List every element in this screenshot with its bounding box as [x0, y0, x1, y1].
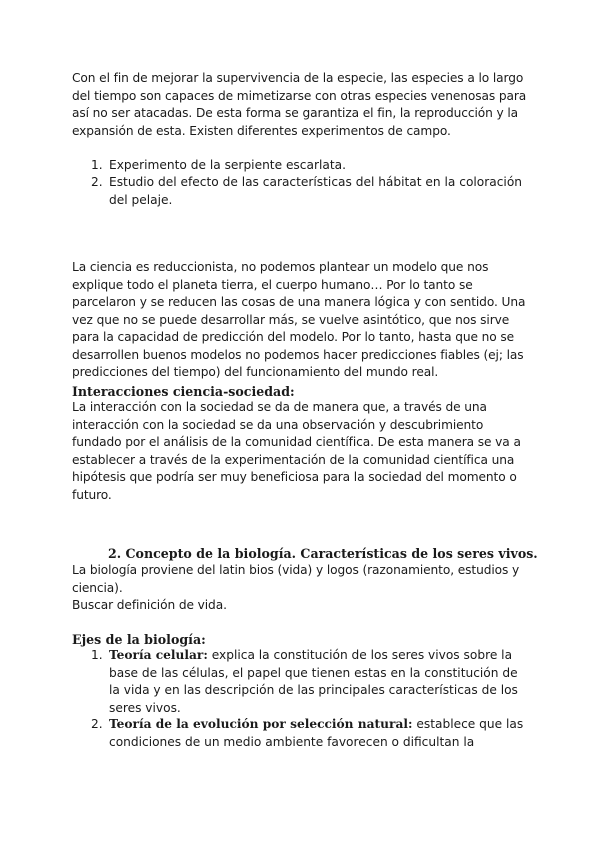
list-text: Estudio del efecto de las características del hábitat en la coloración del pelaje.	[109, 175, 522, 207]
list-text	[109, 647, 531, 717]
paragraph-reduccionismo: La ciencia es reduccionista, no podemos plantear un modelo que nos explique todo el planeta tierra, el cuerpo humano… Por lo tanto se parcelaron y se reducen las cosas de una manera lógica y con sentido. Una vez que no se puede desarrollar más, se vuelve asintótico, que nos sirve para la capacidad de predicción del modelo. Por lo tanto, hasta que no se desarrollen buenos modelos no podemos hacer predicciones fiables (ej; las predicciones del tiempo) del funcionamiento del mundo real.	[72, 260, 526, 379]
list-text: Experimento de la serpiente escarlata.	[109, 158, 346, 172]
list-text	[109, 716, 531, 751]
list-item	[91, 174, 531, 209]
paragraph-mimetismo: Con el fin de mejorar la supervivencia de la especie, las especies a lo largo del tiempo son capaces de mimetizarse con otras especies venenosas para así no ser atacadas. De esta forma se garantiza el fin, la reproducción y la expansión de esta. Existen diferentes experimentos de campo.	[72, 71, 527, 138]
term-description: explica la constitución de los seres vivos sobre la base de las células, el papel que tienen estas en la constitución de la vida y en las descripción de las principales características de los seres vivos.	[109, 648, 518, 715]
list-item	[91, 647, 531, 717]
paragraph-interacciones: La interacción con la sociedad se da de manera que, a través de una interacción con la sociedad se da una observación y descubrimiento fundado por el análisis de la comunidad científica. De esta manera se va a establecer a través de la experimentación de la comunidad científica una hipótesis que podría ser muy beneficiosa para la sociedad del momento o futuro.	[72, 400, 521, 502]
list-number: 2.	[91, 175, 103, 189]
term-label: Teoría de la evolución por selección natural:	[109, 717, 413, 731]
list-number: 1.	[91, 158, 103, 172]
term-description: establece que las condiciones de un medio ambiente favorecen o dificultan la	[109, 717, 524, 749]
paragraph-buscar-definicion: Buscar definición de vida.	[72, 598, 227, 612]
list-item	[91, 716, 531, 751]
heading-interacciones: Interacciones ciencia-sociedad:	[72, 384, 295, 399]
term-label: Teoría celular:	[109, 648, 208, 662]
list-item	[91, 157, 531, 175]
list-number: 1.	[91, 648, 103, 662]
heading-concepto-biologia: 2. Concepto de la biología. Características de los seres vivos.	[108, 546, 538, 561]
paragraph-etimologia: La biología proviene del latin bios (vida) y logos (razonamiento, estudios y ciencia).	[72, 563, 520, 595]
list-number: 2.	[91, 717, 103, 731]
heading-ejes: Ejes de la biología:	[72, 632, 206, 647]
